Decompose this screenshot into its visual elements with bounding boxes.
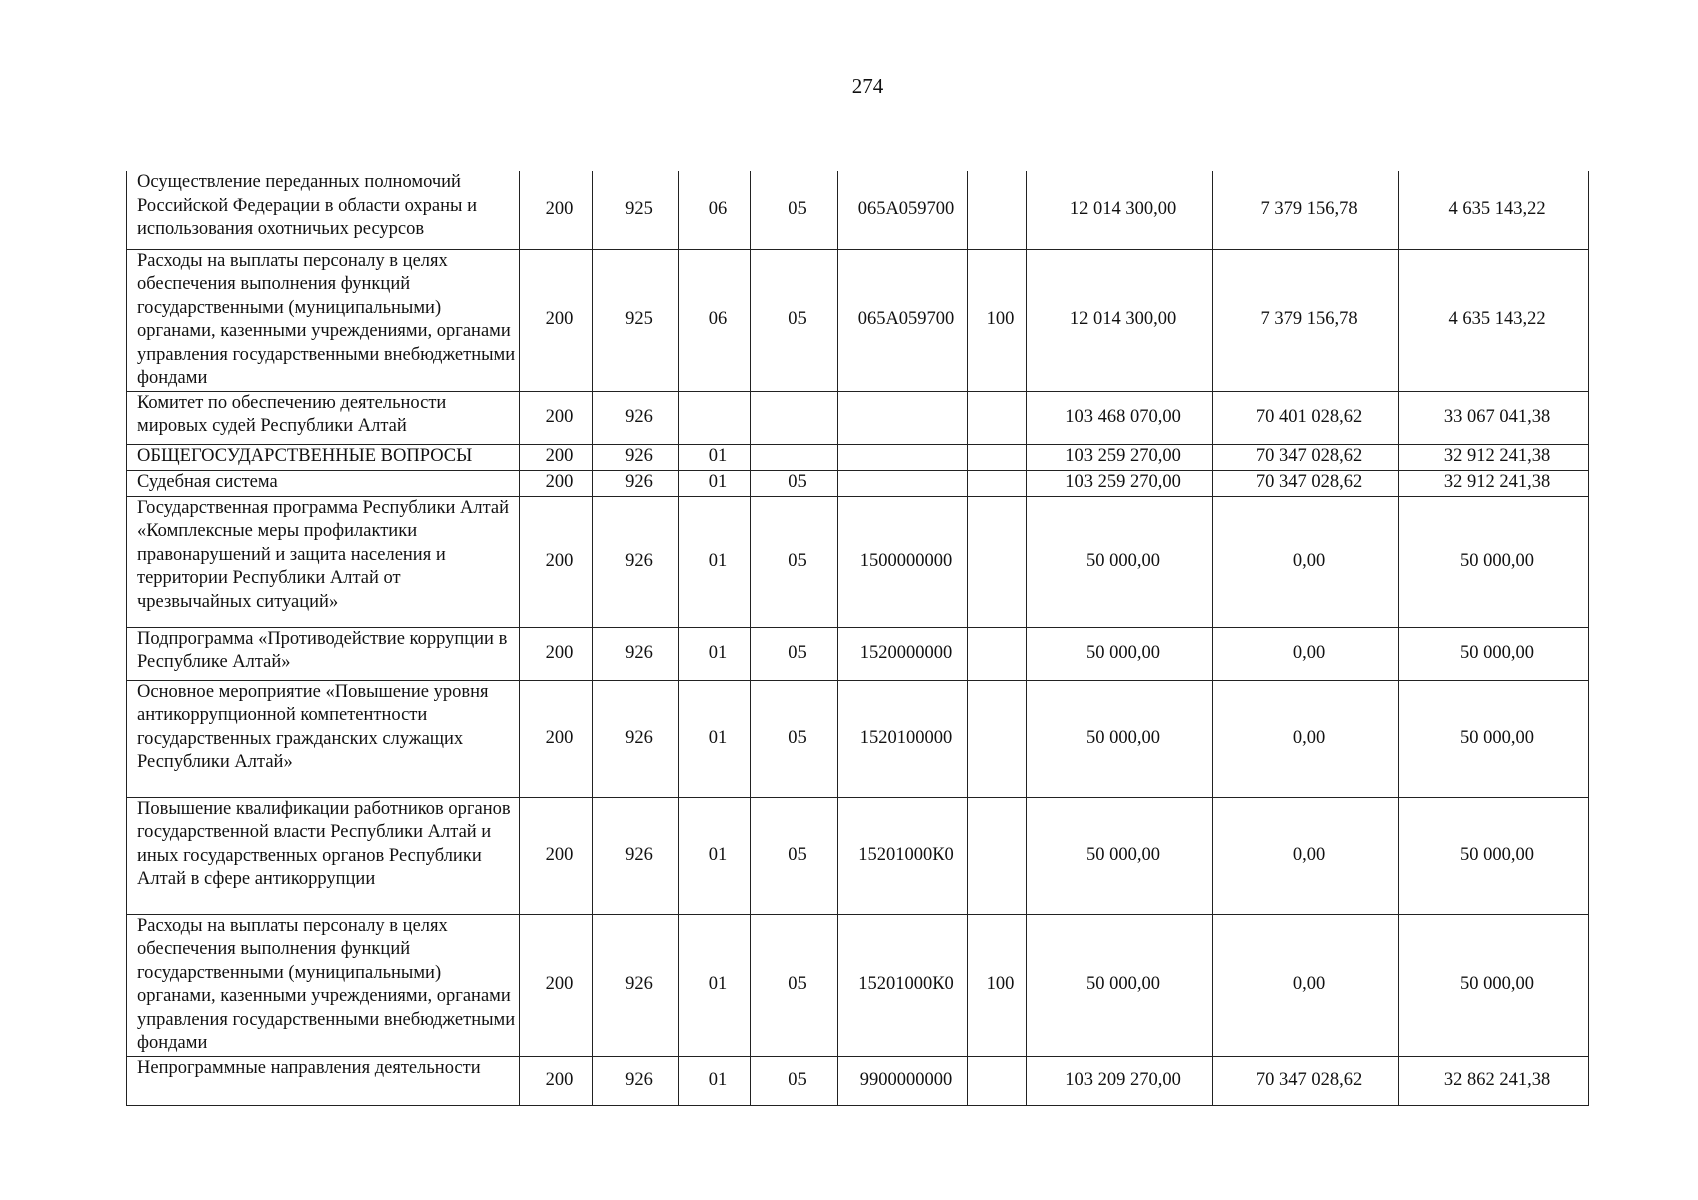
- row-subsection-cell: 05: [751, 496, 838, 627]
- row-remainder-amount-cell: 4 635 143,22: [1399, 171, 1589, 249]
- row-code-cell: 200: [520, 496, 593, 627]
- row-target-article-cell: 1500000000: [838, 496, 968, 627]
- row-plan-amount-cell: 103 259 270,00: [1027, 470, 1213, 496]
- row-remainder-amount-cell: 32 912 241,38: [1399, 444, 1589, 470]
- row-target-article-cell: [838, 444, 968, 470]
- row-section-cell: 01: [679, 496, 751, 627]
- row-code-cell: 200: [520, 1056, 593, 1105]
- row-expense-type-cell: [968, 496, 1027, 627]
- row-name-cell: Расходы на выплаты персоналу в целях обеспечения выполнения функций государственными (муниципальными) органами, казенными учреждениями, органами управления государственными внебюджетными фондами: [127, 249, 520, 391]
- row-section-cell: 06: [679, 171, 751, 249]
- row-name-cell: Повышение квалификации работников органов государственной власти Республики Алтай и иных государственных органов Республики Алтай в сфере антикоррупции: [127, 797, 520, 914]
- row-expense-type-cell: [968, 444, 1027, 470]
- table-row: [127, 1056, 1589, 1105]
- row-section-cell: 06: [679, 249, 751, 391]
- row-subsection-cell: 05: [751, 249, 838, 391]
- row-executed-amount-cell: 7 379 156,78: [1213, 171, 1399, 249]
- table-row: [127, 249, 1589, 391]
- row-section-cell: 01: [679, 1056, 751, 1105]
- table-row: [127, 496, 1589, 627]
- table-row: [127, 444, 1589, 470]
- row-plan-amount-cell: 50 000,00: [1027, 627, 1213, 680]
- row-subsection-cell: 05: [751, 627, 838, 680]
- row-code-cell: 200: [520, 391, 593, 444]
- table-row: [127, 914, 1589, 1056]
- row-target-article-cell: [838, 391, 968, 444]
- row-grbs-cell: 926: [593, 1056, 679, 1105]
- row-executed-amount-cell: 7 379 156,78: [1213, 249, 1399, 391]
- row-remainder-amount-cell: 32 862 241,38: [1399, 1056, 1589, 1105]
- row-grbs-cell: 926: [593, 391, 679, 444]
- row-grbs-cell: 926: [593, 470, 679, 496]
- row-executed-amount-cell: 0,00: [1213, 627, 1399, 680]
- row-remainder-amount-cell: 50 000,00: [1399, 680, 1589, 797]
- row-expense-type-cell: [968, 1056, 1027, 1105]
- row-code-cell: 200: [520, 470, 593, 496]
- row-name-cell: Государственная программа Республики Алтай «Комплексные меры профилактики правонарушений и защита населения и территории Республики Алтай от чрезвычайных ситуаций»: [127, 496, 520, 627]
- row-grbs-cell: 926: [593, 914, 679, 1056]
- row-name-cell: Судебная система: [127, 470, 520, 496]
- row-executed-amount-cell: 70 347 028,62: [1213, 470, 1399, 496]
- row-target-article-cell: 9900000000: [838, 1056, 968, 1105]
- row-code-cell: 200: [520, 627, 593, 680]
- row-section-cell: 01: [679, 627, 751, 680]
- row-section-cell: 01: [679, 470, 751, 496]
- page-number: 274: [851, 74, 884, 98]
- row-subsection-cell: 05: [751, 680, 838, 797]
- row-plan-amount-cell: 50 000,00: [1027, 680, 1213, 797]
- row-name-cell: Осуществление переданных полномочий Российской Федерации в области охраны и использования охотничьих ресурсов: [127, 171, 520, 249]
- row-remainder-amount-cell: 4 635 143,22: [1399, 249, 1589, 391]
- row-section-cell: 01: [679, 680, 751, 797]
- row-grbs-cell: 926: [593, 627, 679, 680]
- row-executed-amount-cell: 70 401 028,62: [1213, 391, 1399, 444]
- row-plan-amount-cell: 50 000,00: [1027, 914, 1213, 1056]
- row-plan-amount-cell: 50 000,00: [1027, 797, 1213, 914]
- row-name-cell: ОБЩЕГОСУДАРСТВЕННЫЕ ВОПРОСЫ: [127, 444, 520, 470]
- table-row: [127, 470, 1589, 496]
- row-target-article-cell: [838, 470, 968, 496]
- row-remainder-amount-cell: 50 000,00: [1399, 627, 1589, 680]
- row-remainder-amount-cell: 32 912 241,38: [1399, 470, 1589, 496]
- row-target-article-cell: 065А059700: [838, 171, 968, 249]
- row-code-cell: 200: [520, 171, 593, 249]
- row-code-cell: 200: [520, 444, 593, 470]
- row-code-cell: 200: [520, 797, 593, 914]
- row-target-article-cell: 1520100000: [838, 680, 968, 797]
- row-name-cell: Комитет по обеспечению деятельности мировых судей Республики Алтай: [127, 391, 520, 444]
- row-grbs-cell: 926: [593, 680, 679, 797]
- row-target-article-cell: 15201000К0: [838, 797, 968, 914]
- row-executed-amount-cell: 0,00: [1213, 680, 1399, 797]
- row-remainder-amount-cell: 50 000,00: [1399, 797, 1589, 914]
- row-plan-amount-cell: 12 014 300,00: [1027, 249, 1213, 391]
- row-executed-amount-cell: 0,00: [1213, 914, 1399, 1056]
- row-subsection-cell: [751, 391, 838, 444]
- row-plan-amount-cell: 103 209 270,00: [1027, 1056, 1213, 1105]
- row-expense-type-cell: 100: [968, 249, 1027, 391]
- row-expense-type-cell: 100: [968, 914, 1027, 1056]
- row-code-cell: 200: [520, 680, 593, 797]
- row-expense-type-cell: [968, 680, 1027, 797]
- row-subsection-cell: 05: [751, 797, 838, 914]
- row-subsection-cell: 05: [751, 1056, 838, 1105]
- row-target-article-cell: 1520000000: [838, 627, 968, 680]
- row-grbs-cell: 926: [593, 496, 679, 627]
- row-name-cell: Расходы на выплаты персоналу в целях обеспечения выполнения функций государственными (муниципальными) органами, казенными учреждениями, органами управления государственными внебюджетными фондами: [127, 914, 520, 1056]
- row-executed-amount-cell: 70 347 028,62: [1213, 1056, 1399, 1105]
- table-row: [127, 627, 1589, 680]
- row-section-cell: 01: [679, 797, 751, 914]
- row-expense-type-cell: [968, 627, 1027, 680]
- table-row: [127, 171, 1589, 249]
- row-plan-amount-cell: 103 468 070,00: [1027, 391, 1213, 444]
- row-grbs-cell: 926: [593, 797, 679, 914]
- row-subsection-cell: 05: [751, 470, 838, 496]
- row-section-cell: 01: [679, 444, 751, 470]
- row-subsection-cell: [751, 444, 838, 470]
- row-plan-amount-cell: 50 000,00: [1027, 496, 1213, 627]
- row-plan-amount-cell: 103 259 270,00: [1027, 444, 1213, 470]
- row-section-cell: 01: [679, 914, 751, 1056]
- row-name-cell: Подпрограмма «Противодействие коррупции в Республике Алтай»: [127, 627, 520, 680]
- row-plan-amount-cell: 12 014 300,00: [1027, 171, 1213, 249]
- row-grbs-cell: 926: [593, 444, 679, 470]
- row-expense-type-cell: [968, 797, 1027, 914]
- row-code-cell: 200: [520, 249, 593, 391]
- row-grbs-cell: 925: [593, 171, 679, 249]
- row-section-cell: [679, 391, 751, 444]
- row-name-cell: Основное мероприятие «Повышение уровня антикоррупционной компетентности государственных гражданских служащих Республики Алтай»: [127, 680, 520, 797]
- row-target-article-cell: 065А059700: [838, 249, 968, 391]
- row-expense-type-cell: [968, 171, 1027, 249]
- budget-table: [126, 171, 1589, 1106]
- row-name-cell: Непрограммные направления деятельности: [127, 1056, 520, 1105]
- row-executed-amount-cell: 0,00: [1213, 797, 1399, 914]
- row-expense-type-cell: [968, 470, 1027, 496]
- row-subsection-cell: 05: [751, 171, 838, 249]
- row-grbs-cell: 925: [593, 249, 679, 391]
- row-executed-amount-cell: 70 347 028,62: [1213, 444, 1399, 470]
- table-row: [127, 391, 1589, 444]
- row-remainder-amount-cell: 50 000,00: [1399, 914, 1589, 1056]
- row-remainder-amount-cell: 50 000,00: [1399, 496, 1589, 627]
- row-expense-type-cell: [968, 391, 1027, 444]
- table-row: [127, 797, 1589, 914]
- table-row: [127, 680, 1589, 797]
- row-target-article-cell: 15201000К0: [838, 914, 968, 1056]
- row-executed-amount-cell: 0,00: [1213, 496, 1399, 627]
- row-code-cell: 200: [520, 914, 593, 1056]
- row-remainder-amount-cell: 33 067 041,38: [1399, 391, 1589, 444]
- row-subsection-cell: 05: [751, 914, 838, 1056]
